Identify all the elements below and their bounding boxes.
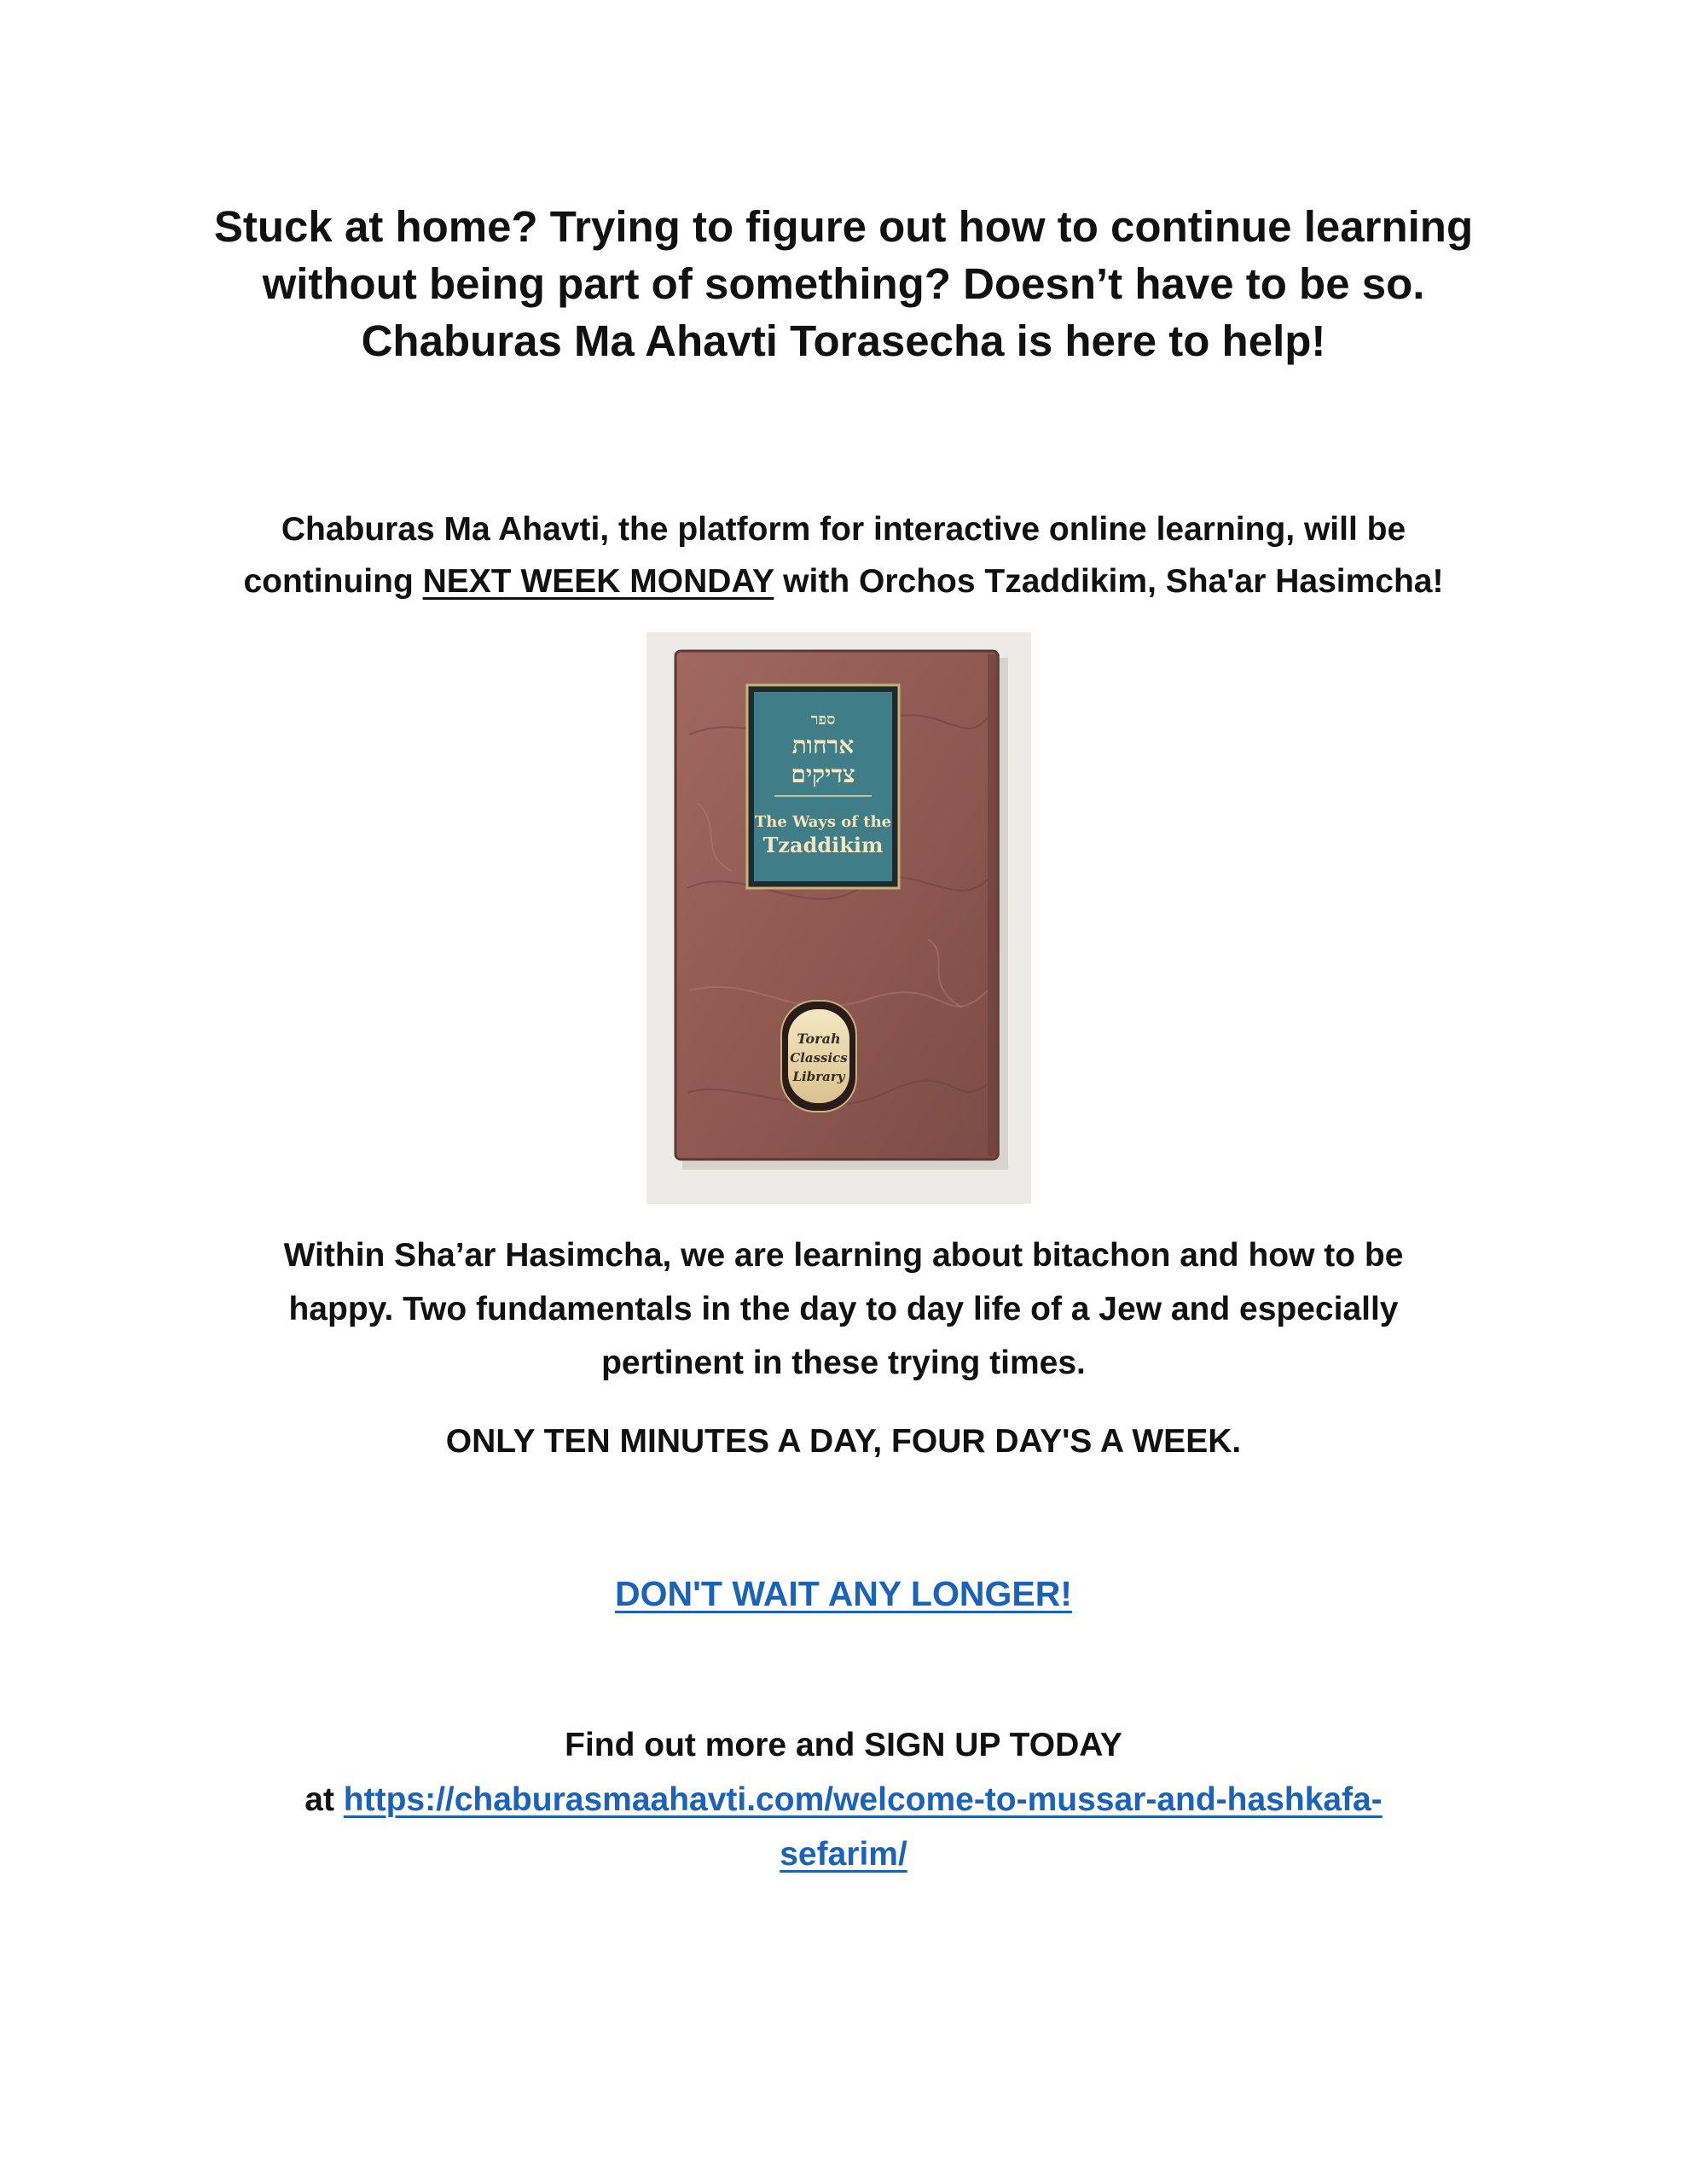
next-week-monday: NEXT WEEK MONDAY [422, 563, 774, 600]
cta-container [0, 1568, 1687, 1619]
signup-url-link-part-2[interactable]: sefarim/ [780, 1836, 907, 1873]
signup-line-3 [0, 1827, 1687, 1882]
schedule-text: ONLY TEN MINUTES A DAY, FOUR DAY'S A WEEK. [445, 1423, 1242, 1460]
book-english-line-1: The Ways of the [754, 813, 892, 831]
book-cover-illustration [646, 632, 1031, 1204]
book-hebrew-line-1: ארחות [791, 731, 855, 759]
description-line-2: happy. Two fundamentals in the day to day life of a Jew and especially [288, 1291, 1399, 1327]
intro-line-2-suffix: with Orchos Tzaddikim, Sha'ar Hasimcha! [774, 563, 1444, 600]
signup-paragraph [0, 1718, 1687, 1882]
dont-wait-link[interactable]: DON'T WAIT ANY LONGER! [615, 1574, 1072, 1613]
headline [0, 198, 1687, 369]
signup-at: at [304, 1781, 344, 1818]
signup-url-link-part-1[interactable]: https://chaburasmaahavti.com/welcome-to-mussar-and-hashkafa- [343, 1781, 1383, 1818]
headline-line-1: Stuck at home? Trying to figure out how to continue learning [213, 202, 1474, 251]
book-hebrew-small: ספר [810, 711, 836, 729]
description-line-3: pertinent in these trying times. [601, 1345, 1086, 1381]
intro-line-2 [0, 555, 1687, 607]
signup-line-2 [0, 1773, 1687, 1827]
badge-line-3: Library [792, 1069, 845, 1084]
book-english-line-2: Tzaddikim [762, 833, 884, 857]
description-line-1: Within Sha’ar Hasimcha, we are learning about bitachon and how to be [283, 1237, 1404, 1274]
signup-line-1: Find out more and SIGN UP TODAY [565, 1727, 1122, 1763]
intro-paragraph [0, 503, 1687, 607]
headline-line-2: without being part of something? Doesn’t have to be so. [262, 259, 1425, 308]
book-photo [646, 632, 1031, 1204]
badge-line-2: Classics [790, 1050, 848, 1066]
intro-line-2-prefix: continuing [243, 563, 423, 600]
intro-line-1: Chaburas Ma Ahavti, the platform for interactive online learning, will be [281, 511, 1406, 548]
badge-line-1: Torah [797, 1031, 841, 1047]
headline-line-3: Chaburas Ma Ahavti Torasecha is here to help! [361, 317, 1326, 365]
description-paragraph [0, 1228, 1687, 1390]
book-hebrew-line-2: צדיקים [791, 760, 855, 788]
